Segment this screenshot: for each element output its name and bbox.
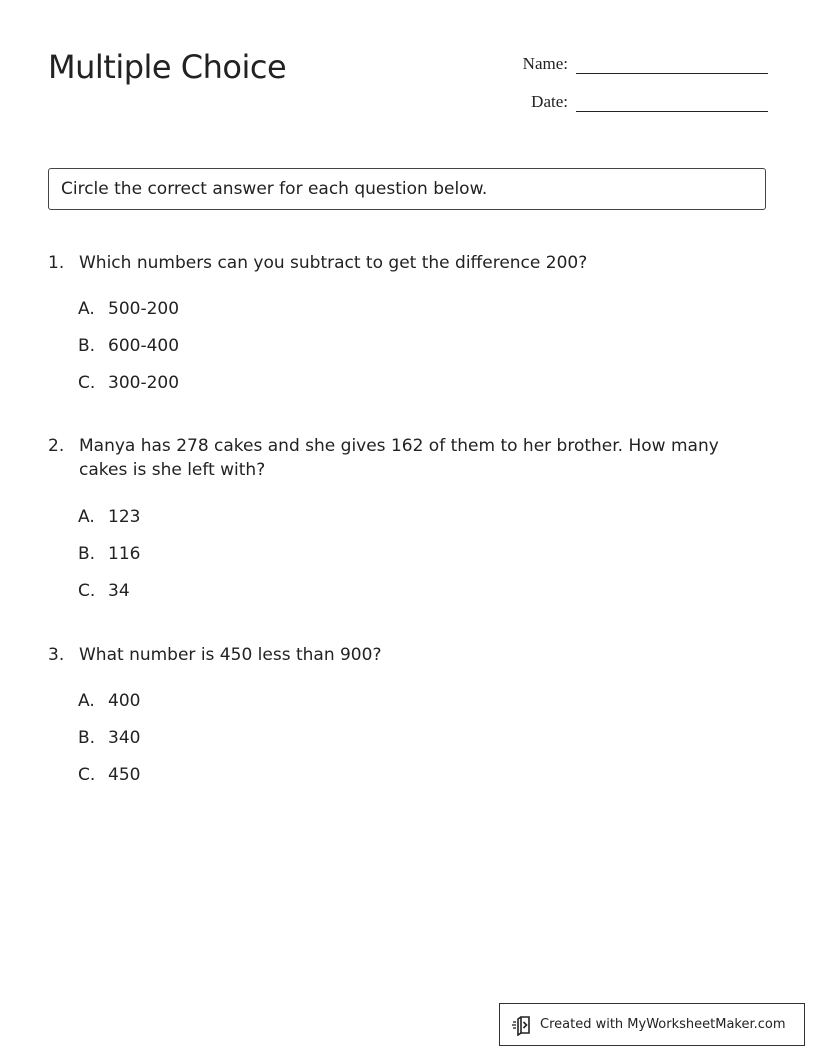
choice-text: 450 — [108, 764, 141, 785]
question-text: What number is 450 less than 900? — [79, 645, 382, 665]
choice-text: 340 — [108, 727, 141, 748]
choice-text: 34 — [108, 580, 130, 601]
choice-list — [78, 682, 766, 793]
instructions-box — [48, 168, 766, 210]
question-1 — [48, 251, 766, 401]
question-2 — [48, 434, 766, 609]
worksheet-maker-logo-icon — [512, 1014, 534, 1036]
choice-item — [78, 327, 766, 364]
page-title: Multiple Choice — [48, 48, 287, 86]
name-field — [488, 53, 768, 74]
choice-text: 116 — [108, 543, 141, 564]
choice-item — [78, 364, 766, 401]
choice-letter: A. — [78, 506, 95, 527]
question-text: Which numbers can you subtract to get the difference 200? — [79, 253, 588, 273]
choice-text: 123 — [108, 506, 141, 527]
choice-letter: C. — [78, 580, 96, 601]
choice-item — [78, 756, 766, 793]
question-3 — [48, 643, 766, 793]
choice-letter: C. — [78, 372, 96, 393]
choice-item — [78, 572, 766, 609]
choice-item — [78, 535, 766, 572]
choice-list — [78, 290, 766, 401]
choice-letter: B. — [78, 335, 96, 356]
name-label: Name: — [522, 54, 568, 73]
date-line — [576, 91, 768, 112]
date-label: Date: — [531, 92, 568, 111]
choice-item — [78, 290, 766, 327]
choice-letter: A. — [78, 690, 95, 711]
question-number: 2. — [48, 436, 65, 456]
date-field — [488, 91, 768, 112]
badge-text: Created with MyWorksheetMaker.com — [540, 1017, 786, 1032]
choice-text: 300-200 — [108, 372, 180, 393]
instructions-text: Circle the correct answer for each question below. — [61, 179, 488, 199]
choice-list — [78, 498, 766, 609]
choice-item — [78, 719, 766, 756]
choice-letter: C. — [78, 764, 96, 785]
question-number: 3. — [48, 645, 65, 665]
choice-item — [78, 498, 766, 535]
choice-item — [78, 682, 766, 719]
name-line — [576, 53, 768, 74]
choice-text: 600-400 — [108, 335, 180, 356]
question-number: 1. — [48, 253, 65, 273]
choice-letter: B. — [78, 727, 96, 748]
choice-letter: A. — [78, 298, 95, 319]
choice-text: 400 — [108, 690, 141, 711]
choice-letter: B. — [78, 543, 96, 564]
created-with-badge[interactable] — [499, 1003, 805, 1046]
question-text: Manya has 278 cakes and she gives 162 of them to her brother. How many cakes is she left with? — [79, 436, 719, 480]
choice-text: 500-200 — [108, 298, 180, 319]
